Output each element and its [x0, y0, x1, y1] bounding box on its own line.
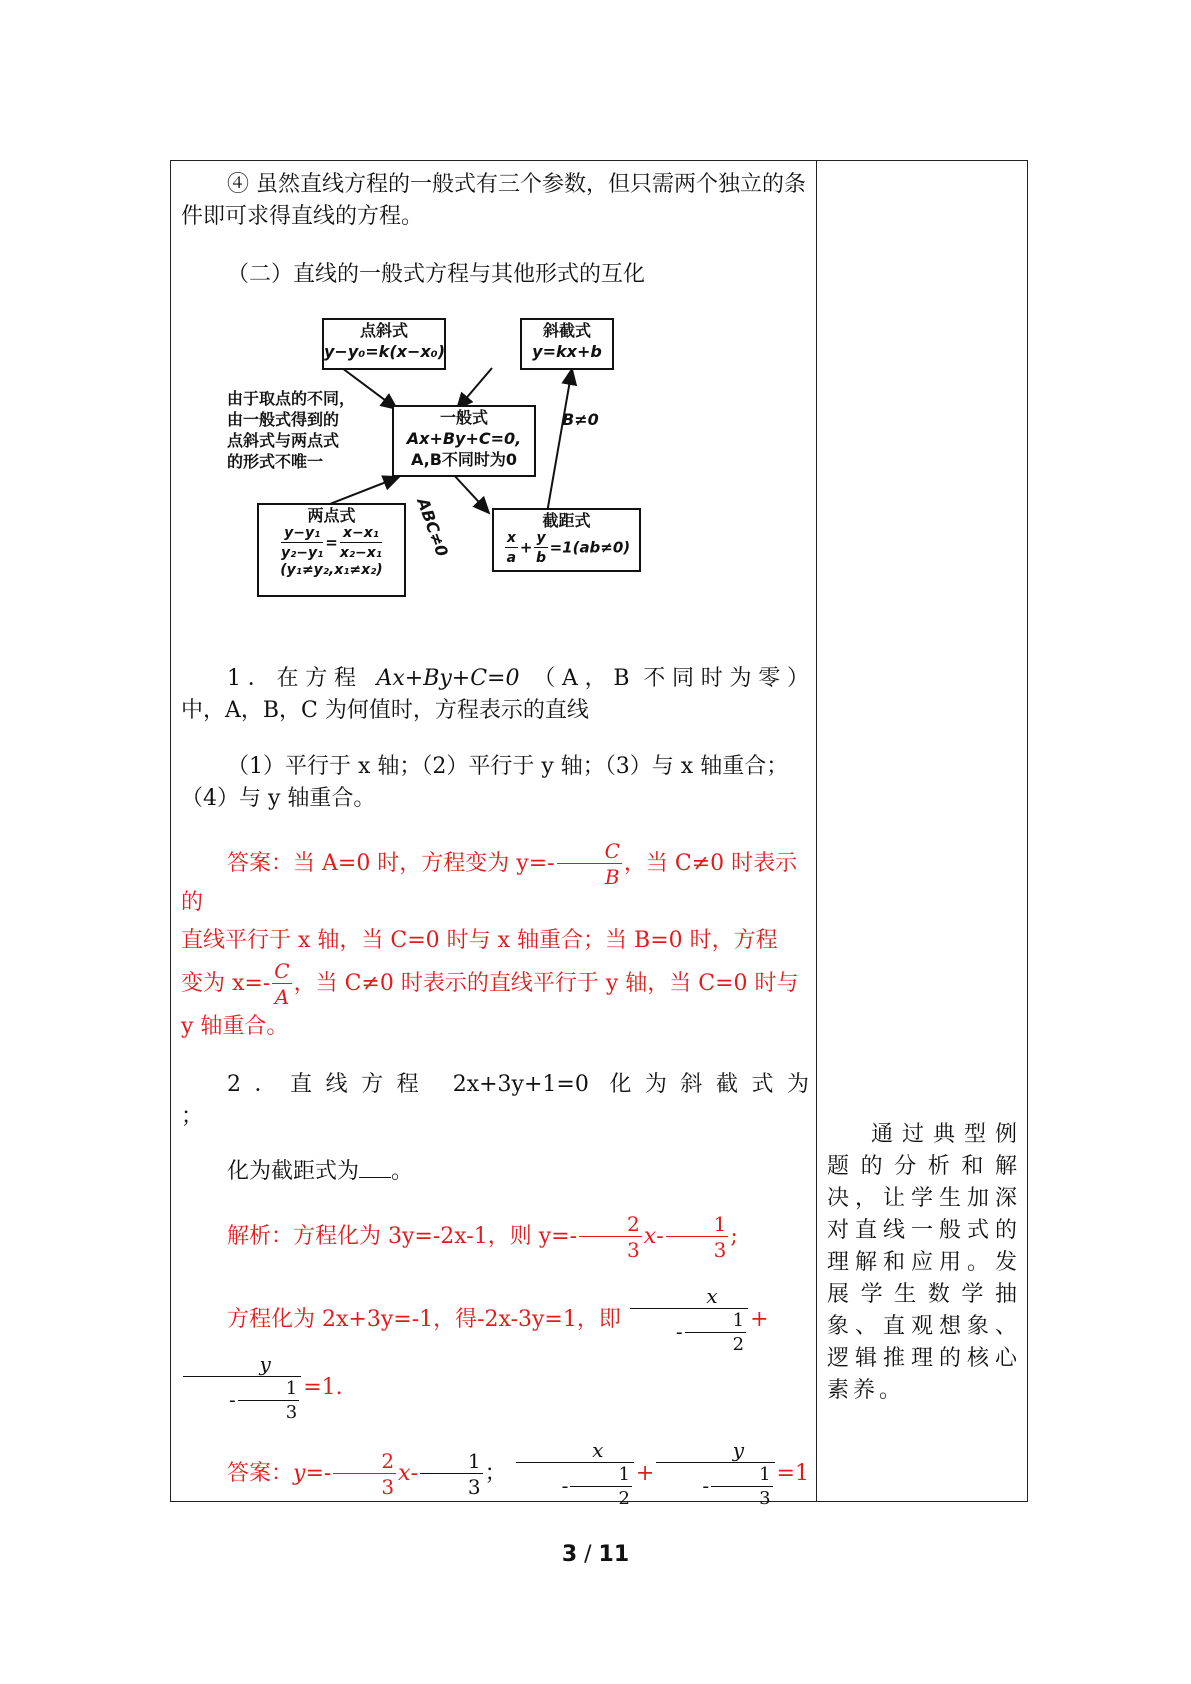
- q1-condition: （A，B 不同时为零）: [533, 666, 809, 691]
- answer-blank: [359, 1155, 391, 1178]
- s2-eq-one: =1.: [303, 1375, 343, 1400]
- ans2-separator: ；: [484, 1461, 507, 1486]
- note-4: ④ 虽然直线方程的一般式有三个参数，但只需两个独立的条件即可求得直线的方程。: [181, 172, 806, 229]
- frac-x-over-neg-half: x - $\frac{1}{2}$: [630, 1286, 748, 1354]
- box-general: [392, 405, 536, 477]
- box-two-point: [257, 503, 406, 597]
- question-1-line2: 中，A，B，C 为何值时，方程表示的直线: [181, 698, 589, 723]
- answer-1-line3: [181, 961, 809, 1007]
- question-2-line2: ；: [181, 1104, 204, 1129]
- box-intercept: [492, 508, 641, 572]
- box-general-cond: A,B不同时为0: [410, 450, 518, 469]
- page-indicator: [0, 1542, 1191, 1567]
- arrow-label-abc: ABC≠0: [413, 495, 452, 560]
- answer-2: 答案：y=- $\frac{2}{3}$ x- $\frac{1}{3}$ ； x - $\frac{1}{2}$ + y - $\frac{1}{3}$ =1: [227, 1438, 809, 1509]
- box-point-slope-formula: y−y₀=k(x−x₀): [324, 342, 445, 361]
- box-general-title: 一般式: [439, 408, 488, 427]
- q1-equation: Ax+By+C=0: [376, 666, 520, 691]
- frac-y-over-neg-third: y - $\frac{1}{3}$: [183, 1354, 301, 1422]
- a1-text-d: 变为 x=-: [181, 971, 271, 996]
- box-point-slope: [322, 318, 446, 370]
- ans2-label: 答案：: [227, 1461, 294, 1486]
- ans2-frac-1-3: $\frac{1}{3}$: [420, 1451, 483, 1497]
- page-total: 11: [598, 1542, 630, 1567]
- a1-text-b: ，当 C≠0 时表示的: [181, 851, 798, 915]
- ans2-frac-x: x - $\frac{1}{2}$: [516, 1440, 634, 1508]
- frac-c-over-b: $\frac{C}{B}$: [557, 841, 622, 887]
- box-intercept-title: 截距式: [542, 511, 591, 530]
- design-intent-column: [827, 1119, 1021, 1407]
- frac-2-3: $\frac{2}{3}$: [579, 1214, 642, 1260]
- q1-intro: 1．在方程: [227, 666, 363, 691]
- question-1: [181, 663, 809, 695]
- lesson-table: [170, 160, 1028, 1509]
- arrow-label-b: B≠0: [562, 410, 599, 429]
- a1-text-e: ，当 C≠0 时表示的直线平行于 y 轴，当 C=0 时与: [293, 971, 799, 996]
- s2-text: 解析：方程化为 3y=-2x-1，则 y=-: [227, 1224, 578, 1249]
- q2-period: 。: [391, 1159, 414, 1184]
- q2-intercept-prompt: 化为截距式为: [227, 1159, 360, 1184]
- design-intent-text: 通过典型例题的分析和解决，让学生加深对直线一般式的理解和应用。发展学生数学抽象、直观想象、逻辑推理的核心素养。: [827, 1122, 1021, 1403]
- page-separator: /: [577, 1542, 599, 1567]
- conversion-diagram: [227, 313, 687, 613]
- ans2-frac-y: y - $\frac{1}{3}$: [656, 1440, 774, 1508]
- ans2-frac-2-3: $\frac{2}{3}$: [333, 1451, 396, 1497]
- ans2-eq-one: =1: [776, 1461, 809, 1486]
- solution-2-line1: 解析：方程化为 3y=-2x-1，则 y=- $\frac{2}{3}$ x- $\frac{1}{3}$ ;: [227, 1212, 738, 1262]
- note-line: 由于取点的不同，: [227, 389, 356, 408]
- diagram-note: [227, 388, 387, 472]
- question-2-line3: [181, 1155, 809, 1188]
- a1-text-a: 答案：当 A=0 时，方程变为 y=-: [227, 851, 555, 876]
- section-title: （二）直线的一般式方程与其他形式的互化: [227, 262, 646, 287]
- box-general-formula: Ax+By+C=0,: [406, 429, 522, 448]
- s2-text-b: 方程化为 2x+3y=-1，得-2x-3y=1，即: [227, 1307, 621, 1332]
- answer-1-line2: 直线平行于 x 轴，当 C=0 时与 x 轴重合；当 B=0 时，方程: [181, 928, 778, 953]
- two-point-formula: $\frac{\text{y−y₁}}{\text{y₂−y₁}}$ = $\frac{\text{x−x₁}}{\text{x₂−x₁}}$: [281, 525, 382, 561]
- box-slope-intercept-title: 斜截式: [542, 321, 591, 340]
- intercept-tail: =1(ab≠0): [549, 538, 631, 557]
- box-point-slope-title: 点斜式: [359, 321, 408, 340]
- note-line: 点斜式与两点式: [227, 431, 340, 450]
- solution-2-line2: 方程化为 2x+3y=-1，得-2x-3y=1，即 x - $\frac{1}{2}$ + y - $\frac{1}{3}$ =1.: [181, 1286, 809, 1422]
- box-two-point-title: 两点式: [307, 506, 356, 525]
- intercept-formula: $\frac{x}{a}$ + $\frac{y}{b}$ =1(ab≠0): [506, 530, 631, 566]
- frac-c-over-a: $\frac{C}{A}$: [274, 959, 290, 1009]
- question-1-parts: （1）平行于 x 轴；（2）平行于 y 轴；（3）与 x 轴重合；（4）与 y 轴重合。: [181, 754, 789, 811]
- answer-1-line1: [181, 841, 809, 919]
- answer-1-line4: y 轴重合。: [181, 1014, 289, 1039]
- box-slope-intercept-formula: y=kx+b: [532, 342, 602, 361]
- s2-x-minus: x: [643, 1224, 657, 1249]
- content-column: [181, 169, 809, 1508]
- note-line: 由一般式得到的: [227, 410, 340, 429]
- column-divider: [816, 161, 817, 1501]
- frac-1-3: $\frac{1}{3}$: [666, 1214, 729, 1260]
- question-2-line1: 2．直线方程 2x+3y+1=0 化为斜截式为: [227, 1072, 809, 1097]
- box-two-point-cond: (y₁≠y₂,x₁≠x₂): [280, 562, 383, 578]
- box-slope-intercept: [520, 318, 614, 370]
- note-line: 的形式不唯一: [227, 452, 324, 471]
- page-current: 3: [561, 1542, 578, 1567]
